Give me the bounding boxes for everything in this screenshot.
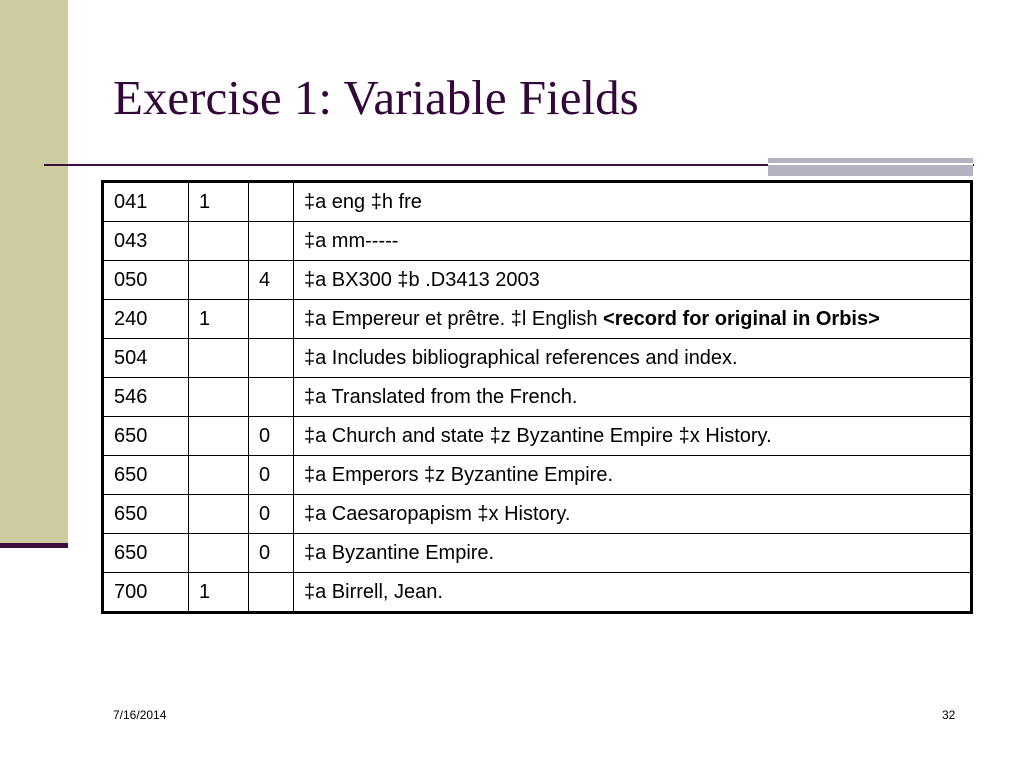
- indicator-1-cell: [189, 456, 249, 495]
- table-row: [103, 339, 972, 378]
- field-tag-cell: 650: [103, 534, 189, 573]
- field-content-text: ‡a Includes bibliographical references and index.: [304, 347, 738, 369]
- marc-table-body: [103, 182, 972, 613]
- table-row: [103, 534, 972, 573]
- indicator-1-cell: [189, 378, 249, 417]
- field-content-cell: [294, 222, 972, 261]
- field-content-text: ‡a mm-----: [304, 230, 399, 252]
- field-content-cell: [294, 417, 972, 456]
- indicator-2-cell: 0: [249, 495, 294, 534]
- field-content-text: ‡a Caesaropapism ‡x History.: [304, 503, 571, 525]
- slide-page-number: 32: [942, 708, 956, 722]
- field-tag-cell: 650: [103, 456, 189, 495]
- field-content-cell: [294, 339, 972, 378]
- field-content-cell: [294, 573, 972, 613]
- indicator-1-cell: [189, 534, 249, 573]
- field-tag-cell: 650: [103, 495, 189, 534]
- table-row: [103, 495, 972, 534]
- table-row: [103, 456, 972, 495]
- indicator-1-cell: [189, 261, 249, 300]
- field-tag-cell: 041: [103, 182, 189, 222]
- indicator-1-cell: [189, 339, 249, 378]
- field-content-cell: [294, 495, 972, 534]
- indicator-1-cell: [189, 417, 249, 456]
- left-accent-line: [0, 543, 68, 548]
- indicator-1-cell: [189, 495, 249, 534]
- field-content-text: ‡a eng ‡h fre: [304, 191, 422, 213]
- field-content-cell: [294, 378, 972, 417]
- indicator-2-cell: [249, 378, 294, 417]
- indicator-2-cell: 0: [249, 417, 294, 456]
- field-content-cell: [294, 534, 972, 573]
- field-tag-cell: 043: [103, 222, 189, 261]
- table-row: [103, 261, 972, 300]
- field-tag-cell: 240: [103, 300, 189, 339]
- field-content-cell: [294, 261, 972, 300]
- marc-fields-table: [101, 180, 973, 614]
- indicator-1-cell: [189, 222, 249, 261]
- field-content-text: ‡a Translated from the French.: [304, 386, 578, 408]
- table-row: [103, 300, 972, 339]
- indicator-2-cell: 4: [249, 261, 294, 300]
- slide-date: 7/16/2014: [113, 708, 167, 722]
- table-row: [103, 417, 972, 456]
- field-tag-cell: 700: [103, 573, 189, 613]
- table-row: [103, 182, 972, 222]
- table-row: [103, 378, 972, 417]
- field-tag-cell: 546: [103, 378, 189, 417]
- field-content-text: ‡a Empereur et prêtre. ‡l English: [304, 308, 604, 330]
- field-tag-cell: 504: [103, 339, 189, 378]
- field-tag-cell: 050: [103, 261, 189, 300]
- indicator-2-cell: [249, 182, 294, 222]
- indicator-2-cell: [249, 222, 294, 261]
- left-accent-bar: [0, 0, 68, 545]
- corner-accent-block: [768, 158, 973, 176]
- indicator-1-cell: 1: [189, 573, 249, 613]
- field-content-text: ‡a Birrell, Jean.: [304, 581, 443, 603]
- field-note-text: <record for original in Orbis>: [603, 308, 880, 330]
- indicator-1-cell: 1: [189, 182, 249, 222]
- field-content-cell: [294, 300, 972, 339]
- indicator-2-cell: [249, 300, 294, 339]
- indicator-2-cell: 0: [249, 456, 294, 495]
- corner-accent-stripe: [768, 163, 973, 165]
- field-content-cell: [294, 182, 972, 222]
- field-content-text: ‡a Byzantine Empire.: [304, 542, 495, 564]
- indicator-2-cell: [249, 339, 294, 378]
- field-content-text: ‡a Emperors ‡z Byzantine Empire.: [304, 464, 614, 486]
- indicator-1-cell: 1: [189, 300, 249, 339]
- field-content-text: ‡a Church and state ‡z Byzantine Empire ‡x History.: [304, 425, 772, 447]
- table-row: [103, 573, 972, 613]
- field-tag-cell: 650: [103, 417, 189, 456]
- indicator-2-cell: [249, 573, 294, 613]
- table-row: [103, 222, 972, 261]
- slide-title: Exercise 1: Variable Fields: [113, 70, 639, 125]
- field-content-cell: [294, 456, 972, 495]
- field-content-text: ‡a BX300 ‡b .D3413 2003: [304, 269, 540, 291]
- indicator-2-cell: 0: [249, 534, 294, 573]
